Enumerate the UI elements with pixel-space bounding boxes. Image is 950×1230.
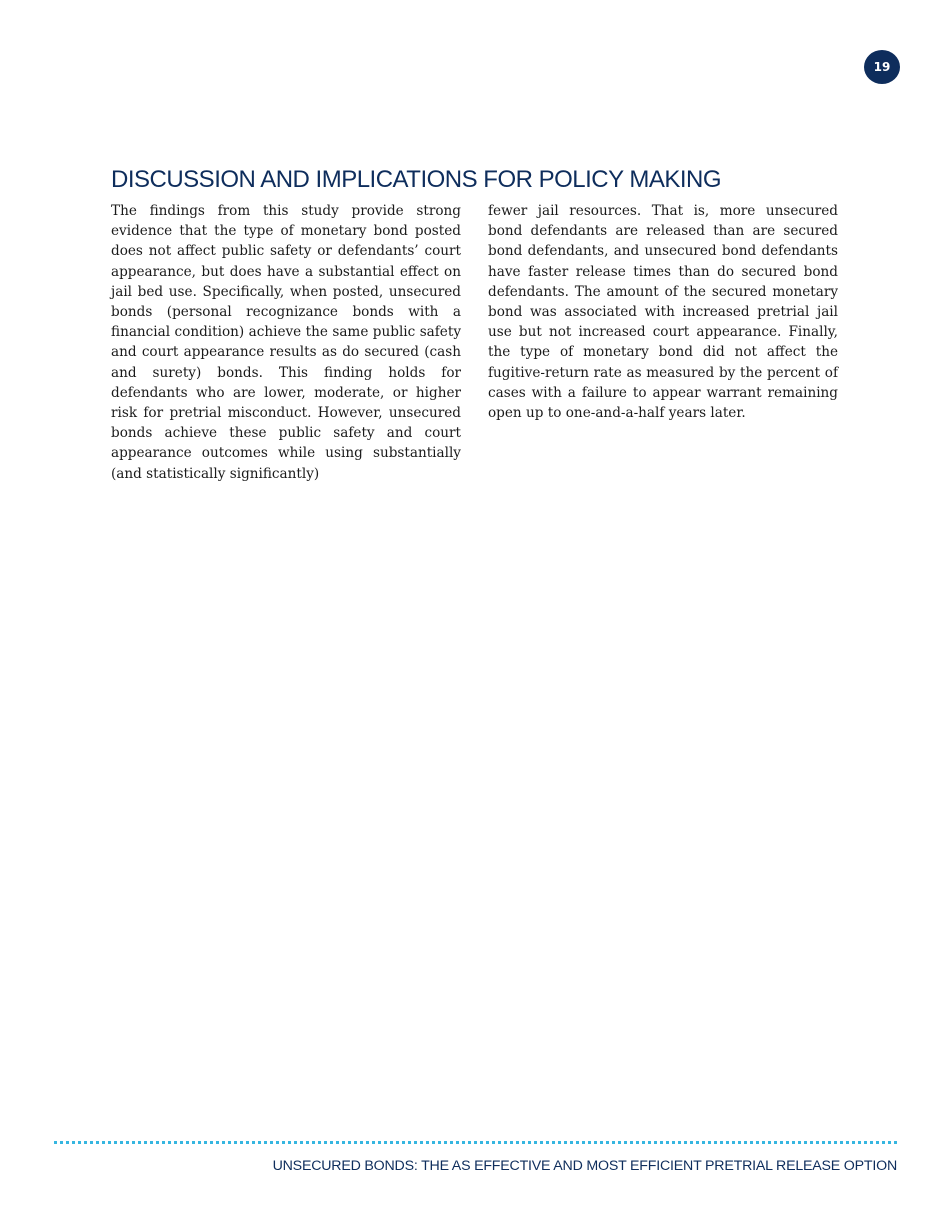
body-column-right: fewer jail resources. That is, more unsecured bond defendants are released than are secured bond defendants, and unsecured bond defendants have faster release times than do secured bond defendants. The amount of the secured monetary bond was associated with increased pretrial jail use but not increased court appearance. Finally, the type of monetary bond did not affect the fugitive-return rate as measured by the percent of cases with a failure to appear warrant remaining open up to one-and-a-half years later. (488, 203, 838, 422)
section-heading: DISCUSSION AND IMPLICATIONS FOR POLICY MAKING (111, 166, 722, 193)
footer-dotted-rule (54, 1141, 897, 1144)
footer-running-title: UNSECURED BONDS: THE AS EFFECTIVE AND MOST EFFICIENT PRETRIAL RELEASE OPTION (272, 1158, 897, 1174)
body-column-left: The findings from this study provide strong evidence that the type of monetary bond posted does not affect public safety or defendants’ court appearance, but does have a substantial effect on jail bed use. Specifically, when posted, unsecured bonds (personal recognizance bonds with a financial condition) achieve the same public safety and court appearance results as do secured (cash and surety) bonds. This finding holds for defendants who are lower, moderate, or higher risk for pretrial misconduct. However, unsecured bonds achieve these public safety and court appearance outcomes while using substantially (and statistically significantly) (111, 203, 461, 482)
page-number-badge: 19 (864, 50, 900, 84)
